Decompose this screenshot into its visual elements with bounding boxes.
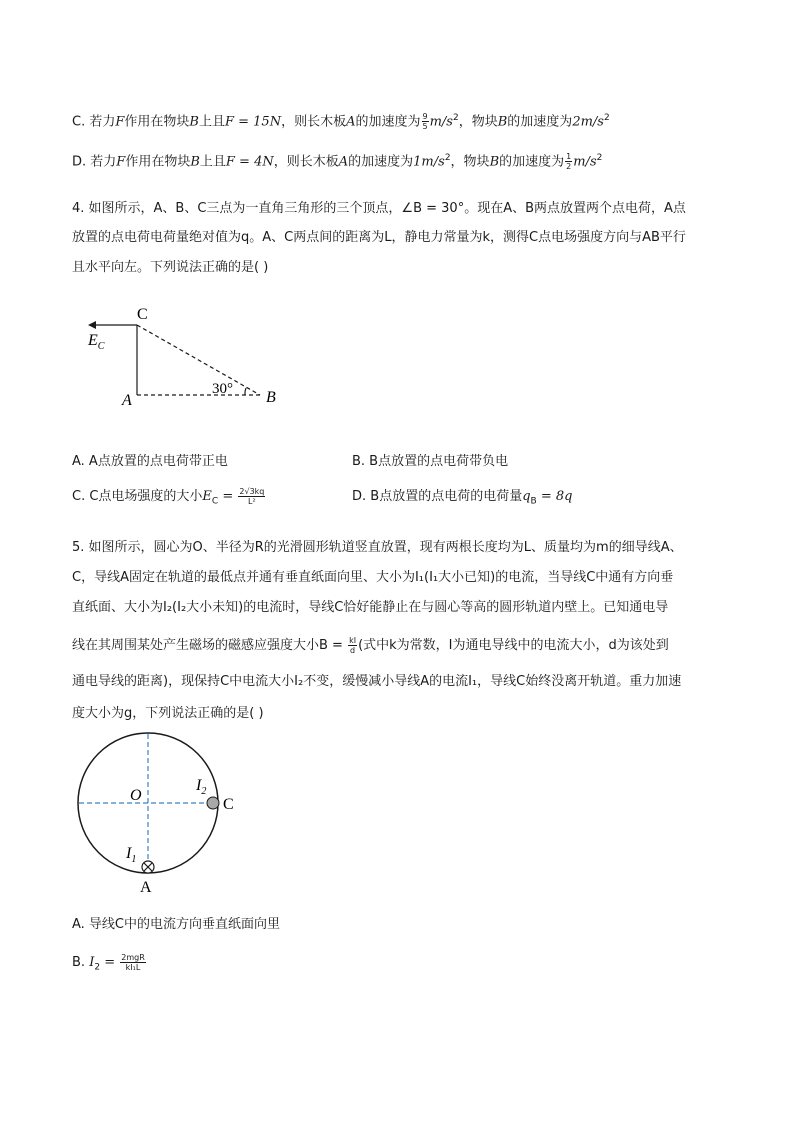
label-e: $E_C$ bbox=[88, 332, 105, 352]
label-c: C bbox=[137, 306, 148, 323]
q5-option-a: A. 导线C中的电流方向垂直纸面向里 bbox=[72, 917, 281, 932]
wire-c bbox=[207, 797, 219, 809]
q5-line-3: 直纸面、大小为I₂(I₂大小未知)的电流时，导线C恰好能静止在与圆心等高的圆形轨道内壁上。已知通电导 bbox=[72, 600, 669, 615]
fraction: $\frac{2√3kq}{\text{L²}}$ bbox=[239, 487, 265, 506]
q5-circle-diagram bbox=[70, 732, 250, 896]
q4-line-2: 放置的点电荷电荷量绝对值为q。A、C两点间的距离为L，静电力常量为k，测得C点电场强度方向与AB平行 bbox=[72, 230, 686, 245]
label-i2: $I_2$ bbox=[196, 777, 207, 797]
option-d-text: D. 若力F作用在物块B上且F = 4N，则长木板A的加速度为$1m/s^2$，物块B的加速度为 $\frac{1}{2}$ $m/s^2$ bbox=[72, 152, 603, 172]
q5-line-1: 5. 如图所示，圆心为O、半径为R的光滑圆形轨道竖直放置，现有两根长度均为L、质量均为m的细导线A、 bbox=[72, 540, 683, 555]
fraction: $\frac{kI}{d}$ bbox=[349, 636, 357, 655]
side-cb bbox=[137, 325, 260, 395]
q4-triangle-diagram bbox=[80, 302, 290, 410]
label-angle: 30° bbox=[212, 381, 233, 397]
q5-line-5: 通电导线的距离)，现保持C中电流大小I₂不变，缓慢减小导线A的电流I₁，导线C始终没离开轨道。重力加速 bbox=[72, 674, 682, 689]
option-c-text: C. 若力F作用在物块B上且F = 15N，则长木板A的加速度为 $\frac{9}{5}$ $m/s^2$，物块B的加速度为$2m/s^2$ bbox=[72, 112, 610, 132]
label-b: B bbox=[266, 389, 276, 406]
label-c: C bbox=[223, 796, 234, 813]
label-a: A bbox=[140, 879, 152, 896]
fraction: $\frac{1}{2}$ bbox=[566, 152, 572, 172]
q4-line-1: 4. 如图所示，A、B、C三点为一直角三角形的三个顶点，∠B = 30°。现在A、B两点放置两个点电荷，A点 bbox=[72, 201, 686, 216]
field-arrow-head bbox=[88, 321, 96, 329]
angle-arc bbox=[245, 388, 246, 395]
label-i1: $I_1$ bbox=[126, 845, 137, 865]
q5-line-2: C，导线A固定在轨道的最低点并通有垂直纸面向里、大小为I₁(I₁大小已知)的电流，当导线C中通有方向垂 bbox=[72, 570, 674, 585]
q4-option-c: C. C点电场强度的大小$E_C$ = $\frac{2√3kq}{\text{L²}}$ bbox=[72, 487, 265, 507]
q4-option-d: D. B点放置的点电荷的电荷量$q_B = 8q$ bbox=[352, 489, 573, 507]
fraction: $\frac{9}{5}$ bbox=[422, 112, 428, 132]
fraction: $\frac{\text{2mgR}}{\text{kI₁L}}$ bbox=[121, 953, 145, 972]
q5-line-4: 线在其周围某处产生磁场的磁感应强度大小B = $\frac{kI}{d}$ (式中k为常数，I为通电导线中的电流大小，d为该处到 bbox=[72, 636, 669, 655]
q5-line-6: 度大小为g，下列说法正确的是( ) bbox=[72, 706, 264, 721]
q4-line-3: 且水平向左。下列说法正确的是( ) bbox=[72, 260, 269, 275]
label-a: A bbox=[122, 392, 132, 409]
q4-option-b: B. B点放置的点电荷带负电 bbox=[352, 454, 509, 469]
q5-option-b: B. $I_2$ = $\frac{\text{2mgR}}{\text{kI₁L}}$ bbox=[72, 953, 145, 973]
label-o: O bbox=[130, 787, 142, 804]
q4-option-a: A. A点放置的点电荷带正电 bbox=[72, 454, 228, 469]
